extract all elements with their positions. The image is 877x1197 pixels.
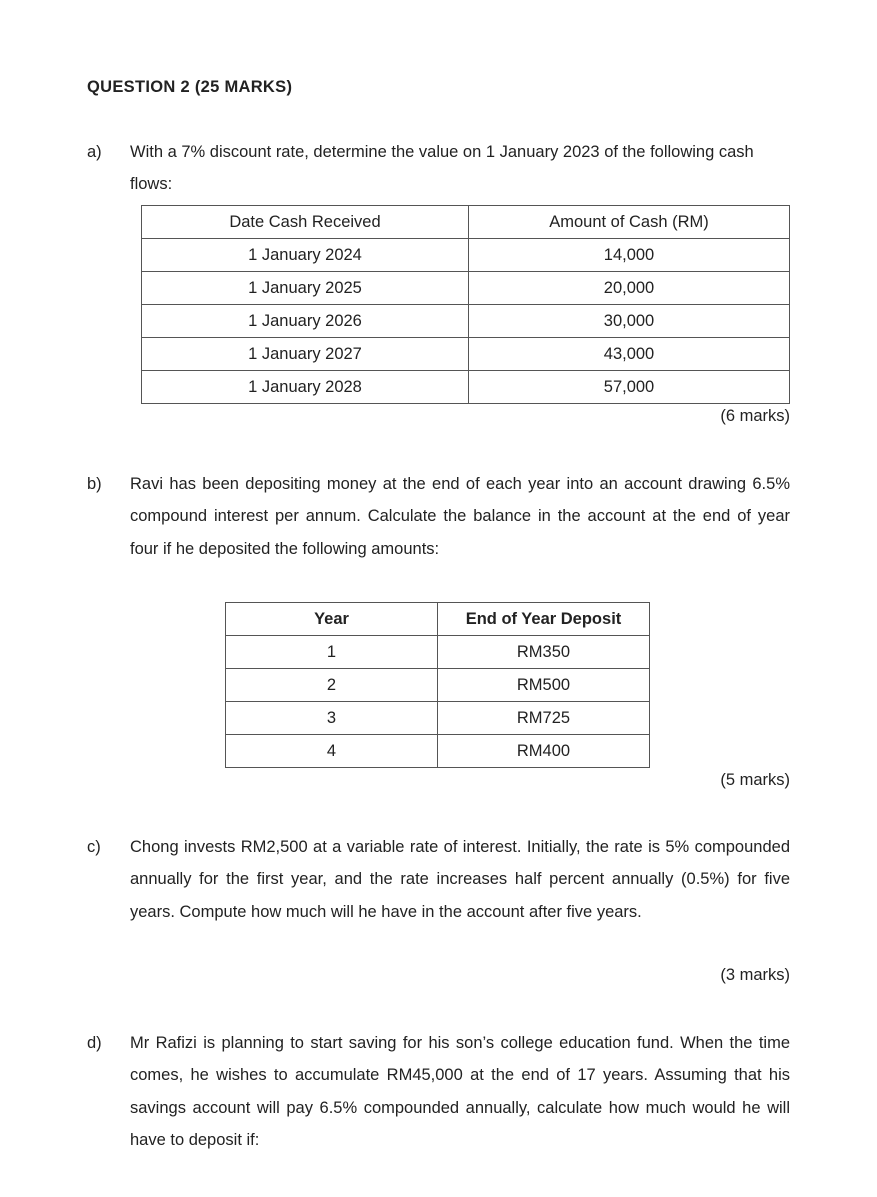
table-row [142,239,790,272]
part-b-text: Ravi has been depositing money at the end of each year into an account drawing 6.5% compound interest per annum. Calculate the balance in the account at the end of year four if he deposited the following amounts: [130,475,790,558]
cash-flow-table [141,205,790,404]
cell-amount: 14,000 [469,239,790,272]
cell-deposit: RM500 [438,669,650,702]
part-d-label: d) [87,1034,102,1052]
cell-amount: 30,000 [469,305,790,338]
cell-amount: 57,000 [469,371,790,404]
table-header-row [226,603,650,636]
cell-date: 1 January 2024 [142,239,469,272]
table-row [226,669,650,702]
deposit-table [225,602,650,768]
table-header-row [142,206,790,239]
table-row [142,272,790,305]
table-row [142,371,790,404]
cell-date: 1 January 2025 [142,272,469,305]
cell-year: 1 [226,636,438,669]
part-d-text: Mr Rafizi is planning to start saving for his son’s college education fund. When the time comes, he wishes to accumulate RM45,000 at the end of 17 years. Assuming that his savings account will pay 6.5% compounded annually, calculate how much would he will have to deposit if: [130,1034,790,1149]
part-c-text: Chong invests RM2,500 at a variable rate of interest. Initially, the rate is 5% compounded annually for the first year, and the rate increases half percent annually (0.5%) for five years. Compute how much will he have in the account after five years. [130,838,790,921]
header-amount: Amount of Cash (RM) [469,206,790,239]
cell-amount: 20,000 [469,272,790,305]
cell-deposit: RM400 [438,735,650,768]
cell-date: 1 January 2028 [142,371,469,404]
cell-year: 3 [226,702,438,735]
part-a-marks: (6 marks) [720,407,790,425]
header-date: Date Cash Received [142,206,469,239]
question-title: QUESTION 2 (25 MARKS) [87,78,293,96]
part-c-marks: (3 marks) [720,966,790,984]
cell-amount: 43,000 [469,338,790,371]
part-b-marks: (5 marks) [720,771,790,789]
part-a-label: a) [87,143,102,161]
part-c-label: c) [87,838,101,856]
table-row [226,735,650,768]
cell-year: 4 [226,735,438,768]
table-row [142,305,790,338]
cell-date: 1 January 2027 [142,338,469,371]
part-a-text: With a 7% discount rate, determine the value on 1 January 2023 of the following cash flows: [130,143,754,194]
cell-date: 1 January 2026 [142,305,469,338]
header-year: Year [226,603,438,636]
cell-deposit: RM350 [438,636,650,669]
table-row [226,702,650,735]
table-row [226,636,650,669]
header-deposit: End of Year Deposit [438,603,650,636]
part-b-label: b) [87,475,102,493]
cell-year: 2 [226,669,438,702]
table-row [142,338,790,371]
cell-deposit: RM725 [438,702,650,735]
